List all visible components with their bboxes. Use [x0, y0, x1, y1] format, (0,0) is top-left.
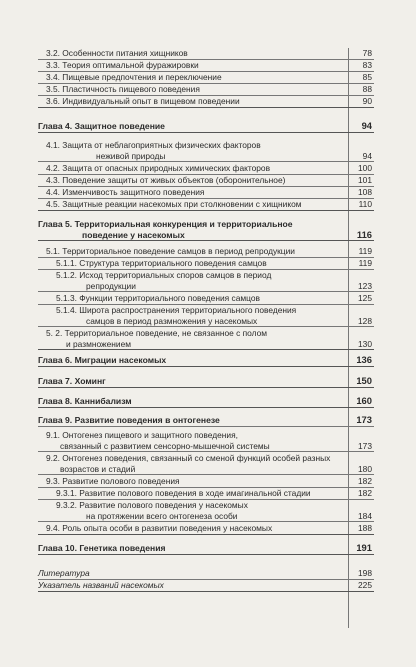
- toc-entry: 5.1. Территориальное поведение самцов в период репродукции 119: [38, 246, 374, 258]
- toc-entry: 9.2. Онтогенез поведения, связанный со сменой функций особей разных возрастов и стадий 180: [38, 453, 374, 475]
- toc-entry: 9.1. Онтогенез пищевого и защитного поведения, связанный с развитием сенсорно-мышечной системы 173: [38, 430, 374, 452]
- toc-entry: 4.4. Изменчивость защитного поведения 108: [38, 187, 374, 199]
- toc-entry: 5.1.2. Исход территориальных споров самцов в период репродукции 123: [38, 270, 374, 292]
- toc-entry: 4.3. Поведение защиты от живых объектов (оборонительное) 101: [38, 175, 374, 187]
- toc-chapter: Глава 4. Защитное поведение 94: [38, 120, 372, 131]
- toc-entry: 9.3.1. Развитие полового поведения в ходе имагинальной стадии 182: [38, 488, 374, 500]
- toc-entry: 4.2. Защита от опасных природных химических факторов 100: [38, 163, 374, 175]
- toc-chapter: Глава 8. Каннибализм 160: [38, 395, 372, 406]
- toc-entry: 3.5. Пластичность пищевого поведения 88: [38, 84, 374, 96]
- toc-entry: 3.6. Индивидуальный опыт в пищевом поведении 90: [38, 96, 374, 108]
- toc-entry: 9.3. Развитие полового поведения 182: [38, 476, 374, 488]
- toc-backmatter-entry: Указатель названий насекомых 225: [38, 580, 372, 590]
- toc-entry: 3.2. Особенности питания хищников 78: [38, 48, 374, 60]
- toc-backmatter-entry: Литература 198: [38, 568, 372, 578]
- toc-entry: 5.1.4. Широта распространения территориального поведения самцов в период размножения у насекомых 128: [38, 305, 374, 327]
- toc-chapter: Глава 9. Развитие поведения в онтогенезе 173: [38, 414, 372, 425]
- toc-entry: 9.3.2. Развитие полового поведения у насекомых на протяжении всего онтогенеза особи 184: [38, 500, 374, 522]
- toc-entry: 4.5. Защитные реакции насекомых при столкновении с хищником 110: [38, 199, 374, 211]
- toc-entry: 9.4. Роль опыта особи в развитии поведения у насекомых 188: [38, 523, 374, 535]
- toc-chapter: Глава 6. Миграции насекомых 136: [38, 354, 372, 365]
- toc-entry: 3.3. Теория оптимальной фуражировки 83: [38, 60, 374, 72]
- toc-entry: 4.1. Защита от неблагоприятных физических факторов неживой природы 94: [38, 140, 374, 162]
- toc-entry: 5.1.3. Функции территориального поведения самцов 125: [38, 293, 374, 305]
- toc-entry: 3.4. Пищевые предпочтения и переключение 85: [38, 72, 374, 84]
- toc-chapter: Глава 5. Территориальная конкуренция и территориальное поведение у насекомых 116: [38, 219, 372, 240]
- toc-chapter: Глава 7. Хоминг 150: [38, 375, 372, 386]
- toc-chapter: Глава 10. Генетика поведения 191: [38, 542, 372, 553]
- toc-entry: 5. 2. Территориальное поведение, не связанное с полом и размножением 130: [38, 328, 374, 350]
- toc-entry: 5.1.1. Структура территориального поведения самцов 119: [38, 258, 374, 270]
